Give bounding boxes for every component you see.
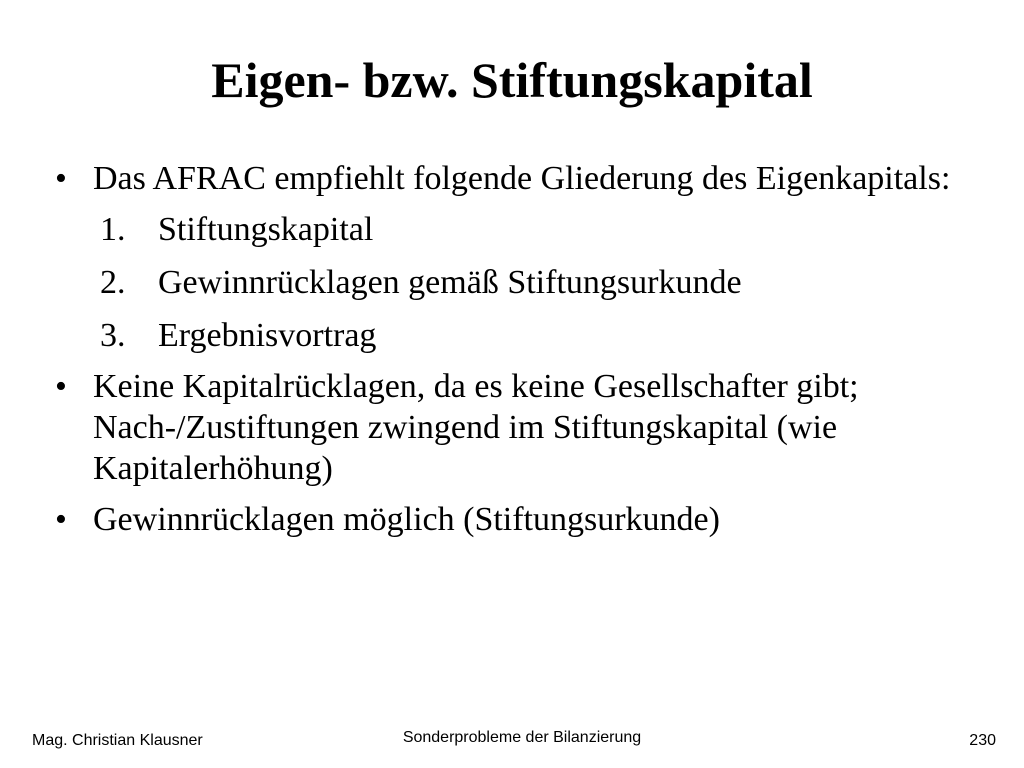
item-number: 1. xyxy=(100,211,126,248)
item-text: Stiftungskapital xyxy=(158,211,374,248)
bullet-marker: • xyxy=(55,368,67,405)
bullet-marker: • xyxy=(55,160,67,197)
bullet-text: Gewinnrücklagen möglich (Stiftungsurkunde) xyxy=(93,501,720,538)
numbered-list xyxy=(55,209,955,356)
footer-author: Mag. Christian Klausner xyxy=(32,732,203,749)
numbered-item xyxy=(55,262,955,303)
bullet-marker: • xyxy=(55,501,67,538)
item-text: Ergebnisvortrag xyxy=(158,317,377,354)
bullet-text: Das AFRAC empfiehlt folgende Gliederung des Eigenkapitals: xyxy=(93,160,951,197)
item-number: 2. xyxy=(100,264,126,301)
bullet-item xyxy=(55,366,955,489)
footer-course-title: Sonderprobleme der Bilanzierung xyxy=(402,729,642,746)
slide-title: Eigen- bzw. Stiftungskapital xyxy=(211,52,813,108)
numbered-item xyxy=(55,209,955,250)
item-number: 3. xyxy=(100,317,126,354)
bullet-item xyxy=(55,499,955,540)
footer-page-number: 230 xyxy=(969,732,996,749)
bullet-item xyxy=(55,158,955,199)
bullet-text: Keine Kapitalrücklagen, da es keine Gesellschafter gibt; Nach-/Zustiftungen zwingend im Stiftungskapital (wie Kapitalerhöhung) xyxy=(93,368,859,487)
slide-body xyxy=(55,158,955,540)
numbered-item xyxy=(55,315,955,356)
item-text: Gewinnrücklagen gemäß Stiftungsurkunde xyxy=(158,264,742,301)
